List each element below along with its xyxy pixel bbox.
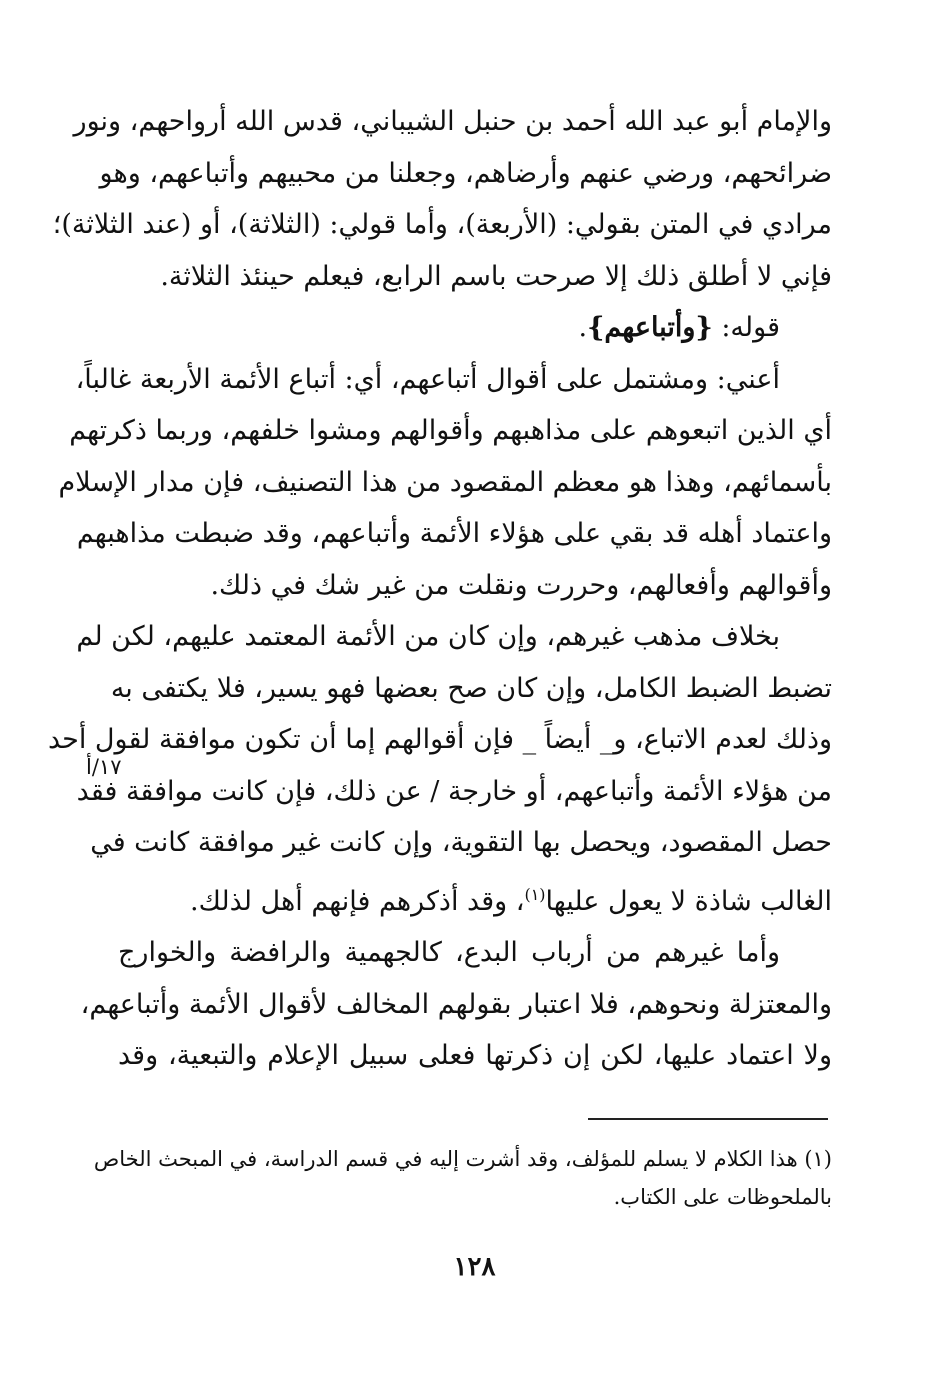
text-line: والإمام أبو عبد الله أحمد بن حنبل الشيباني، قدس الله أرواحهم، ونور	[73, 106, 832, 137]
text-line	[118, 302, 832, 354]
text-line: تضبط الضبط الكامل، وإن كان صح بعضها فهو يسير، فلا يكتفى به	[110, 672, 832, 704]
paragraph-4	[80, 927, 832, 1082]
line-text-after: ، وقد أذكرهم فإنهم أهل لذلك.	[190, 885, 525, 917]
text-line: مرادي في المتن بقولي: (الأربعة)، وأما قولي: (الثلاثة)، أو (عند الثلاثة)؛	[52, 209, 832, 240]
text-line: وأقوالهم وأفعالهم، وحررت ونقلت من غير شك في ذلك.	[210, 569, 832, 601]
quote-suffix: .	[578, 312, 588, 343]
footnote-line: بالملحوظات على الكتاب.	[613, 1185, 832, 1209]
text-line: أعني: ومشتمل على أقوال أتباعهم، أي: أتباع الأئمة الأربعة غالباً،	[75, 363, 780, 395]
footnote	[93, 1140, 832, 1216]
quote-heading	[118, 302, 832, 354]
text-line: وأما غيرهم من أرباب البدع، كالجهمية والرافضة والخوارج	[118, 937, 780, 968]
text-line: بخلاف مذهب غيرهم، وإن كان من الأئمة المعتمد عليهم، لكن لم	[76, 621, 780, 652]
text-line	[118, 869, 832, 928]
quote-prefix: قوله:	[712, 312, 780, 343]
page-number: ١٢٨	[453, 1252, 496, 1282]
paragraph-1	[52, 96, 832, 302]
line-text-before: الغالب شاذة لا يعول عليها	[545, 885, 832, 917]
text-line: من هؤلاء الأئمة وأتباعهم، أو خارجة / عن ذلك، فإن كانت موافقة فقد	[76, 775, 832, 807]
text-line: ضرائحهم، ورضي عنهم وأرضاهم، وجعلنا من محبيهم وأتباعهم، وهو	[99, 157, 832, 189]
text-line: وذلك لعدم الاتباع، و_ أيضاً _ فإن أقوالهم إما أن تكون موافقة لقول أحد	[47, 724, 832, 755]
quoted-term: {وأتباعهم}	[587, 312, 713, 343]
footnote-line: (١) هذا الكلام لا يسلم للمؤلف، وقد أشرت إليه في قسم الدراسة، في المبحث الخاص	[93, 1147, 832, 1171]
footnote-reference[interactable]: (١)	[524, 884, 546, 904]
text-line: والمعتزلة ونحوهم، فلا اعتبار بقولهم المخالف لأقوال الأئمة وأتباعهم،	[80, 988, 832, 1020]
text-line: ولا اعتماد عليها، لكن إن ذكرتها فعلى سبيل الإعلام والتبعية، وقد	[118, 1040, 832, 1071]
text-line: فإني لا أطلق ذلك إلا صرحت باسم الرابع، فيعلم حينئذ الثلاثة.	[160, 260, 832, 292]
footnote-divider	[588, 1118, 828, 1120]
text-line: واعتماد أهله قد بقي على هؤلاء الأئمة وأتباعهم، وقد ضبطت مذاهبهم	[76, 518, 832, 549]
text-line: بأسمائهم، وهذا هو معظم المقصود من هذا التصنيف، فإن مدار الإسلام	[58, 466, 832, 498]
text-line: حصل المقصود، ويحصل بها التقوية، وإن كانت غير موافقة كانت في	[90, 827, 832, 858]
text-line: أي الذين اتبعوهم على مذاهبهم وأقوالهم ومشوا خلفهم، وربما ذكرتهم	[69, 415, 832, 446]
manuscript-folio-note: ١٧/أ	[86, 755, 122, 779]
paragraph-2	[58, 354, 832, 612]
